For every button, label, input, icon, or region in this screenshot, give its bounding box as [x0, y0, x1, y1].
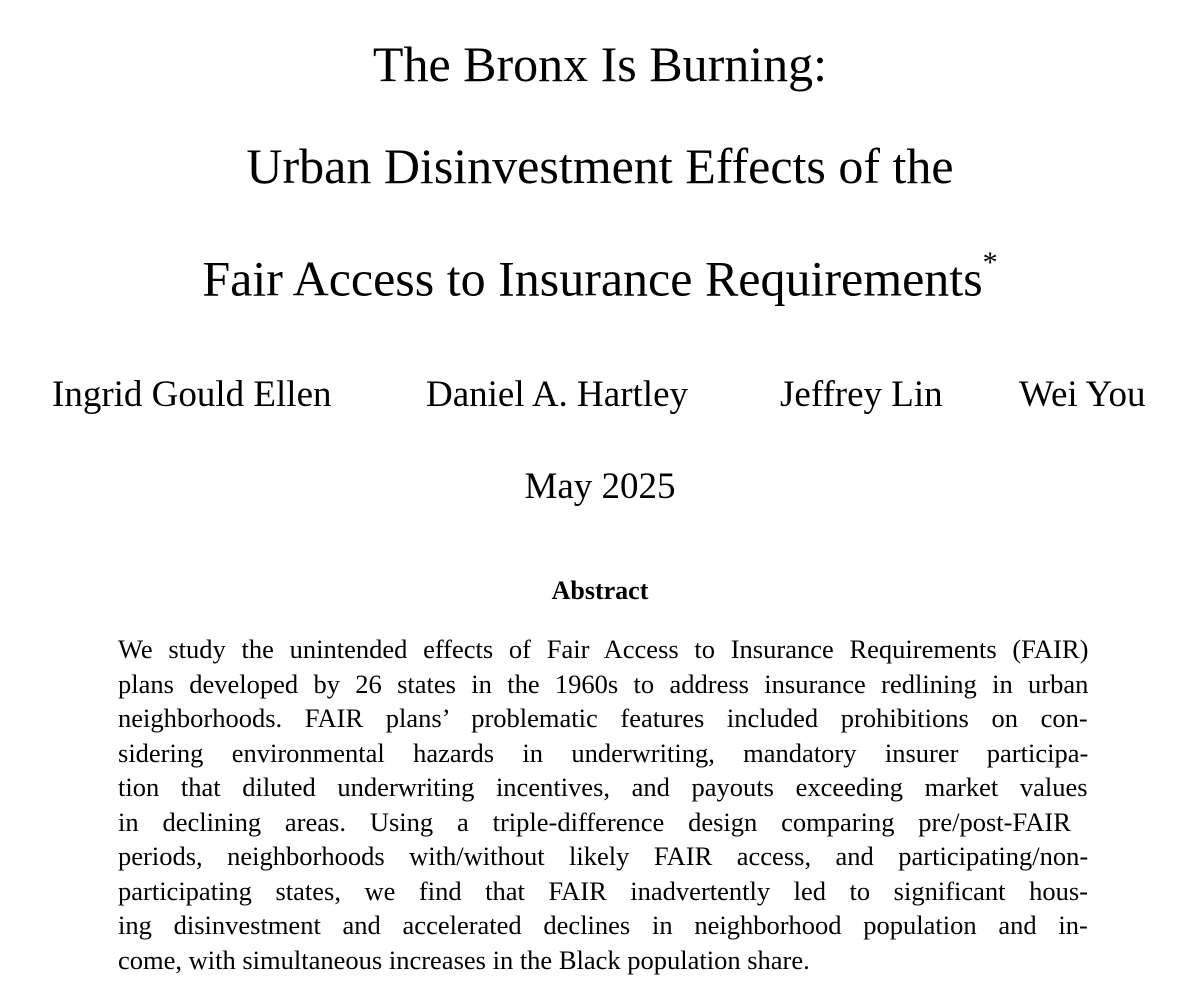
abstract-line: come, with simultaneous increases in the Black population share.	[118, 944, 810, 975]
title-line-2: Urban Disinvestment Effects of the	[246, 138, 954, 194]
author-name: Daniel A. Hartley	[426, 374, 688, 415]
abstract-line: participating states, we find that FAIR inadvertently led to significant hous-	[118, 875, 1088, 906]
abstract-line: We study the unintended effects of Fair Access to Insurance Requirements (FAIR)	[118, 634, 1089, 664]
title-line-3-text: Fair Access to Insurance Requirements	[202, 250, 983, 307]
abstract-line: tion that diluted underwriting incentives, and payouts exceeding market values	[118, 772, 1088, 802]
title-footnote-mark[interactable]: *	[982, 246, 998, 279]
author-name: Jeffrey Lin	[780, 374, 943, 415]
author-list	[0, 370, 1200, 420]
publication-date: May 2025	[524, 466, 676, 507]
abstract-body	[118, 632, 1088, 977]
abstract-line: in declining areas. Using a triple-difference design comparing pre/post-FAIR	[118, 806, 1071, 837]
author-name: Wei You	[1019, 374, 1146, 415]
author-name: Ingrid Gould Ellen	[52, 374, 332, 415]
title-line-3	[0, 239, 1200, 309]
abstract-line: plans developed by 26 states in the 1960s to address insurance redlining in urban	[118, 668, 1089, 699]
abstract-heading: Abstract	[551, 576, 649, 605]
title-line-1: The Bronx Is Burning:	[372, 36, 828, 92]
abstract-line: sidering environmental hazards in underwriting, mandatory insurer participa-	[118, 737, 1089, 768]
abstract-line: neighborhoods. FAIR plans’ problematic features included prohibitions on con-	[118, 703, 1088, 733]
abstract-line: ing disinvestment and accelerated declines in neighborhood population and in-	[118, 910, 1088, 940]
abstract-line: periods, neighborhoods with/without likely FAIR access, and participating/non-	[118, 841, 1089, 871]
